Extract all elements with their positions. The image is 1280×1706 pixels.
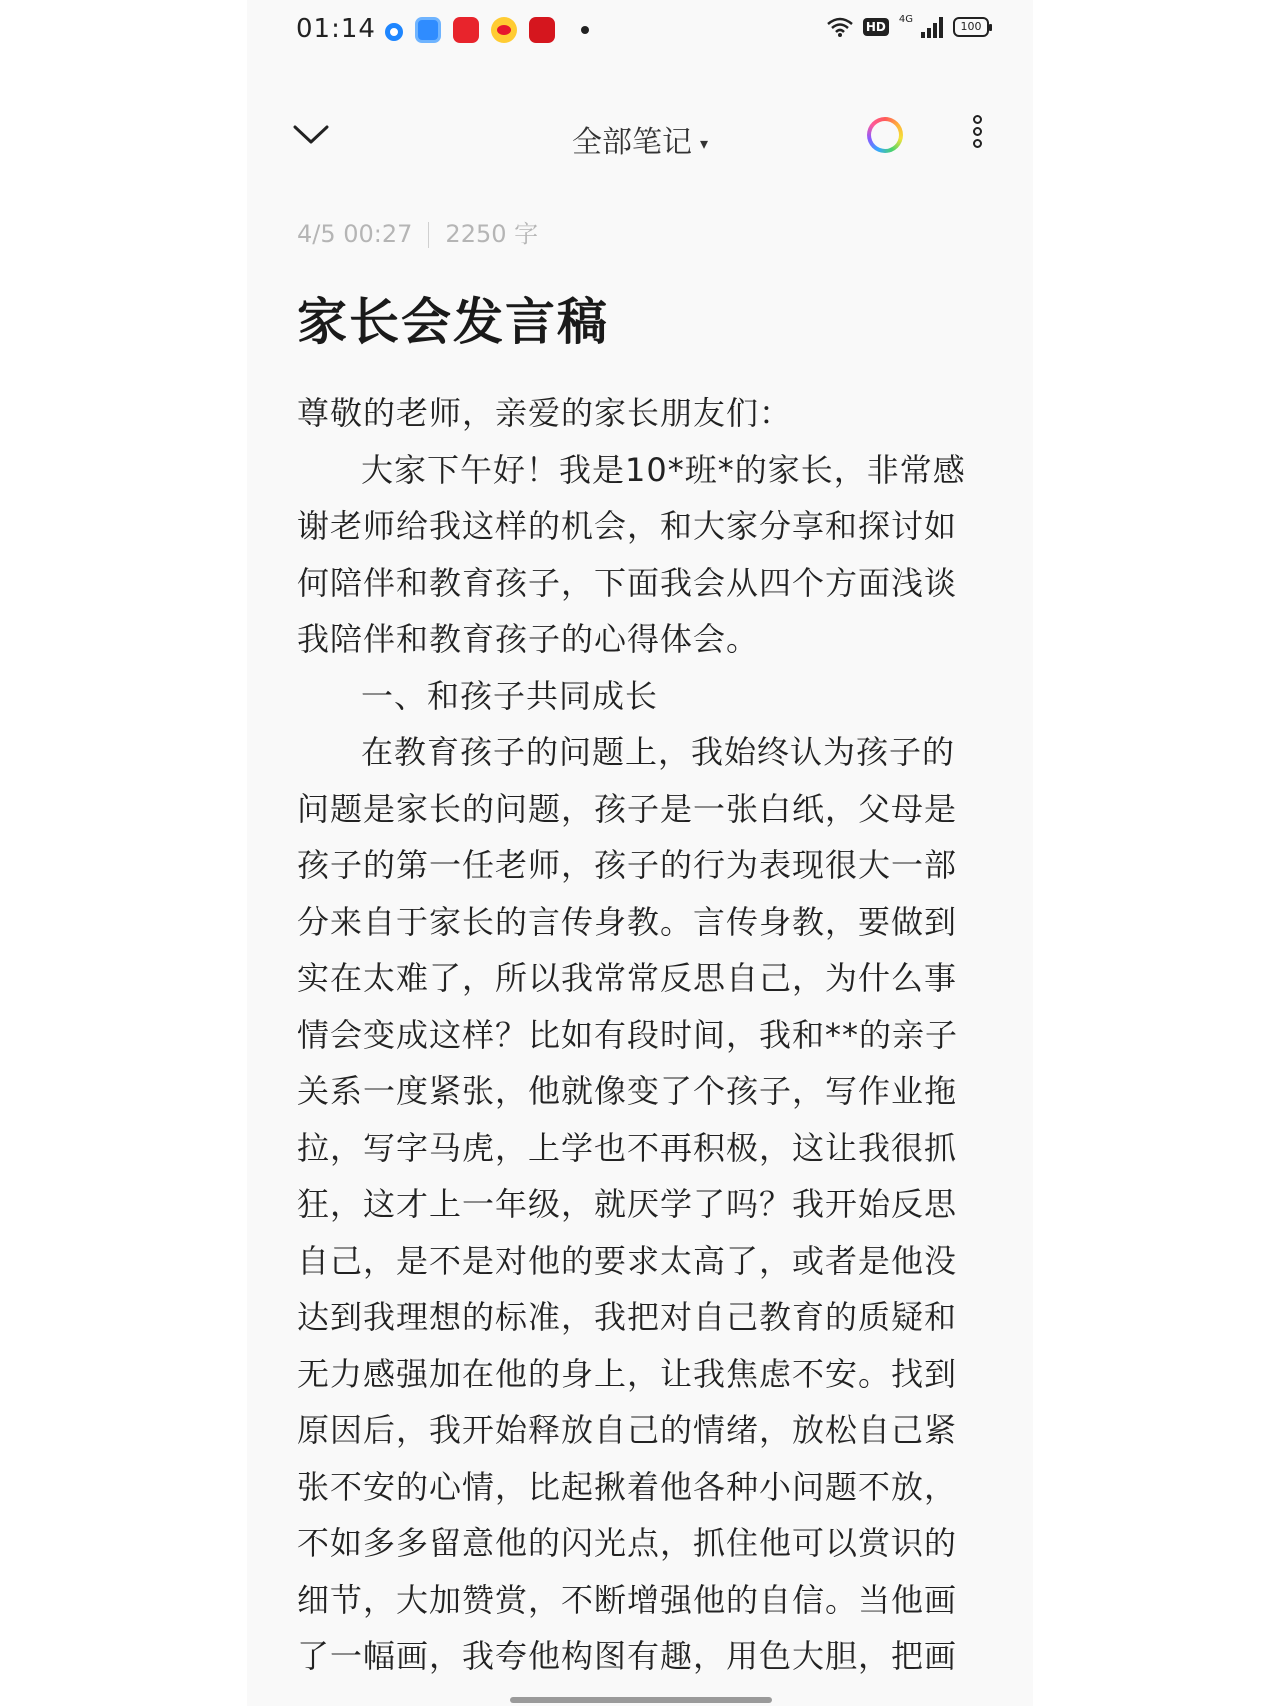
body-line: 达到我理想的标准，我把对自己教育的质疑和 bbox=[297, 1298, 958, 1336]
status-bar bbox=[247, 0, 1033, 60]
body-line: 自己，是不是对他的要求太高了，或者是他没 bbox=[297, 1241, 958, 1280]
body-line: 尊敬的老师，亲爱的家长朋友们： bbox=[297, 394, 793, 432]
more-notifications-icon bbox=[581, 26, 589, 34]
app-notification-icon bbox=[415, 17, 441, 43]
color-ring-icon[interactable] bbox=[867, 117, 903, 153]
weibo-notification-icon bbox=[491, 17, 517, 43]
app-notification-icon bbox=[385, 23, 403, 41]
body-line: 不如多多留意他的闪光点，抓住他可以赏识的 bbox=[297, 1524, 958, 1562]
body-line: 大家下午好！我是10*班*的家长，非常感 bbox=[361, 450, 966, 489]
body-line: 张不安的心情，比起揪着他各种小问题不放， bbox=[297, 1467, 958, 1506]
body-line: 了一幅画，我夸他构图有趣，用色大胆，把画 bbox=[297, 1637, 958, 1675]
note-date: 4/5 00:27 bbox=[297, 220, 413, 248]
folder-title: 全部笔记 bbox=[571, 125, 692, 160]
battery-icon: 100 bbox=[953, 17, 989, 37]
note-title[interactable]: 家长会发言稿 bbox=[297, 293, 609, 351]
notes-folder-selector[interactable] bbox=[247, 117, 1033, 161]
body-line: 谢老师给我这样的机会，和大家分享和探讨如 bbox=[297, 507, 958, 545]
app-notification-icon bbox=[453, 17, 479, 43]
dropdown-caret-icon: ▾ bbox=[699, 134, 709, 153]
network-type-label: 4G bbox=[898, 13, 913, 25]
body-line: 实在太难了，所以我常常反思自己，为什么事 bbox=[297, 959, 958, 997]
phone-screen bbox=[247, 0, 1033, 1706]
note-toolbar bbox=[247, 95, 1033, 175]
body-line: 细节，大加赞赏，不断增强他的自信。当他画 bbox=[297, 1580, 958, 1619]
hd-voice-icon: HD bbox=[863, 18, 889, 36]
body-line: 情会变成这样？比如有段时间，我和**的亲子 bbox=[297, 1015, 959, 1054]
body-line: 问题是家长的问题，孩子是一张白纸，父母是 bbox=[297, 789, 958, 828]
note-meta bbox=[297, 214, 538, 249]
status-time: 01:14 bbox=[296, 14, 376, 44]
body-line: 分来自于家长的言传身教。言传身教，要做到 bbox=[297, 902, 958, 941]
app-notification-icon bbox=[529, 17, 555, 43]
word-count: 2250 字 bbox=[445, 220, 539, 248]
wifi-icon bbox=[827, 17, 853, 37]
home-indicator[interactable] bbox=[510, 1697, 772, 1703]
notification-icons bbox=[385, 17, 589, 43]
signal-icon bbox=[921, 16, 943, 38]
body-line: 何陪伴和教育孩子，下面我会从四个方面浅谈 bbox=[297, 563, 958, 602]
section-heading: 一、和孩子共同成长 bbox=[361, 676, 659, 715]
body-line: 拉，写字马虎，上学也不再积极，这让我很抓 bbox=[297, 1128, 958, 1167]
body-line: 原因后，我开始释放自己的情绪，放松自己紧 bbox=[297, 1411, 958, 1449]
body-line: 无力感强加在他的身上，让我焦虑不安。找到 bbox=[297, 1354, 958, 1393]
body-line: 狂，这才上一年级，就厌学了吗？我开始反思 bbox=[297, 1185, 958, 1223]
body-line: 关系一度紧张，他就像变了个孩子，写作业拖 bbox=[297, 1072, 958, 1110]
body-line: 孩子的第一任老师，孩子的行为表现很大一部 bbox=[297, 846, 958, 884]
system-status-icons bbox=[827, 13, 989, 38]
more-options-icon[interactable] bbox=[967, 115, 987, 159]
note-body[interactable] bbox=[297, 385, 973, 1685]
meta-divider bbox=[428, 222, 429, 248]
body-line: 我陪伴和教育孩子的心得体会。 bbox=[297, 620, 760, 658]
body-line: 在教育孩子的问题上，我始终认为孩子的 bbox=[361, 733, 956, 771]
